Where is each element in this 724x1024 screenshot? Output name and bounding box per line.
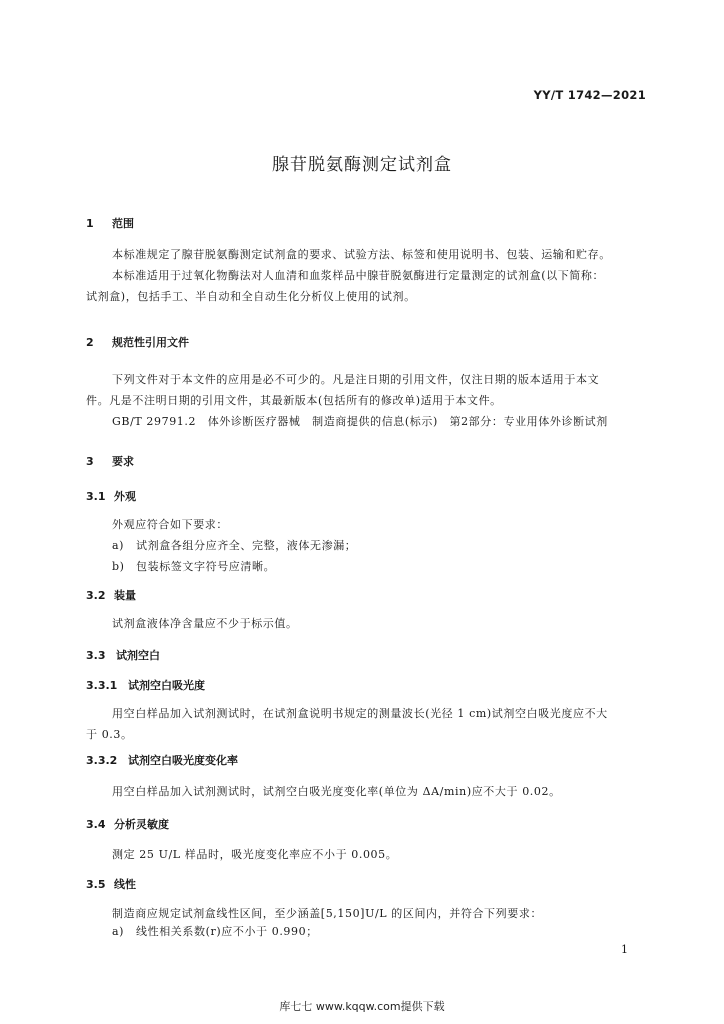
- paragraph: 本标准规定了腺苷脱氨酶测定试剂盒的要求、试验方法、标签和使用说明书、包装、运输和贮存。: [112, 248, 611, 261]
- section-3-3-1-heading: [86, 677, 205, 693]
- download-footer: 库七七 www.kqqw.com提供下载: [279, 1000, 445, 1013]
- section-number: 3.4: [86, 818, 106, 831]
- section-title: 范围: [112, 217, 134, 230]
- list-marker: a): [112, 925, 125, 938]
- section-title: 外观: [114, 490, 136, 503]
- list-marker: b): [112, 560, 125, 573]
- paragraph: 制造商应规定试剂盒线性区间，至少涵盖[5,150]U/L 的区间内，并符合下列要求：: [112, 907, 543, 920]
- section-3-5-heading: [86, 876, 136, 892]
- section-1-heading: [86, 215, 134, 231]
- section-3-3-heading: [86, 647, 160, 663]
- section-number: 3.3: [86, 649, 106, 662]
- list-item-text: 包装标签文字符号应清晰。: [136, 560, 276, 573]
- section-3-2-heading: [86, 587, 136, 603]
- section-3-3-2-heading: [86, 752, 238, 768]
- paragraph: 试剂盒液体净含量应不少于标示值。: [112, 617, 298, 630]
- list-item: [112, 556, 275, 577]
- section-title: 试剂空白: [116, 649, 160, 662]
- section-title: 分析灵敏度: [114, 818, 169, 831]
- normative-reference: GB/T 29791.2 体外诊断医疗器械 制造商提供的信息(标示) 第2部分：专业用体外诊断试剂: [112, 415, 608, 428]
- section-3-1-heading: [86, 488, 136, 504]
- paragraph: 用空白样品加入试剂测试时，在试剂盒说明书规定的测量波长(光径 1 cm)试剂空白吸光度应不大: [112, 707, 608, 720]
- section-number: 3.5: [86, 878, 106, 891]
- section-number: 3.3.2: [86, 754, 118, 767]
- section-number: 2: [86, 336, 94, 349]
- list-item-text: 试剂盒各组分应齐全、完整，液体无渗漏；: [136, 539, 357, 552]
- section-title: 要求: [112, 455, 134, 468]
- section-3-heading: [86, 453, 134, 469]
- page-number: 1: [621, 943, 628, 956]
- section-number: 3: [86, 455, 94, 468]
- section-title: 试剂空白吸光度变化率: [128, 754, 238, 767]
- standard-code: YY/T 1742—2021: [533, 88, 646, 102]
- list-item: [112, 921, 318, 942]
- paragraph: 本标准适用于过氧化物酶法对人血清和血浆样品中腺苷脱氨酶进行定量测定的试剂盒(以下简称：: [112, 269, 605, 282]
- list-marker: a): [112, 539, 125, 552]
- section-3-4-heading: [86, 816, 169, 832]
- paragraph: 测定 25 U/L 样品时，吸光度变化率应不小于 0.005。: [112, 848, 398, 861]
- section-2-heading: [86, 334, 189, 350]
- paragraph: 下列文件对于本文件的应用是必不可少的。凡是注日期的引用文件，仅注日期的版本适用于本文: [112, 373, 600, 386]
- section-number: 3.2: [86, 589, 106, 602]
- section-number: 3.3.1: [86, 679, 118, 692]
- paragraph-continuation: 试剂盒)，包括手工、半自动和全自动生化分析仪上使用的试剂。: [86, 290, 416, 303]
- list-item: [112, 535, 356, 556]
- paragraph: 用空白样品加入试剂测试时，试剂空白吸光度变化率(单位为 ΔA/min)应不大于 0.02。: [112, 785, 561, 798]
- section-title: 装量: [114, 589, 136, 602]
- section-number: 1: [86, 217, 94, 230]
- list-item-text: 线性相关系数(r)应不小于 0.990；: [136, 925, 318, 938]
- section-title: 线性: [114, 878, 136, 891]
- section-title: 试剂空白吸光度: [128, 679, 205, 692]
- section-number: 3.1: [86, 490, 106, 503]
- paragraph-continuation: 于 0.3。: [86, 728, 133, 741]
- paragraph: 外观应符合如下要求：: [112, 518, 228, 531]
- paragraph-continuation: 件。凡是不注明日期的引用文件，其最新版本(包括所有的修改单)适用于本文件。: [86, 394, 502, 407]
- document-title: 腺苷脱氨酶测定试剂盒: [272, 155, 452, 175]
- section-title: 规范性引用文件: [112, 336, 189, 349]
